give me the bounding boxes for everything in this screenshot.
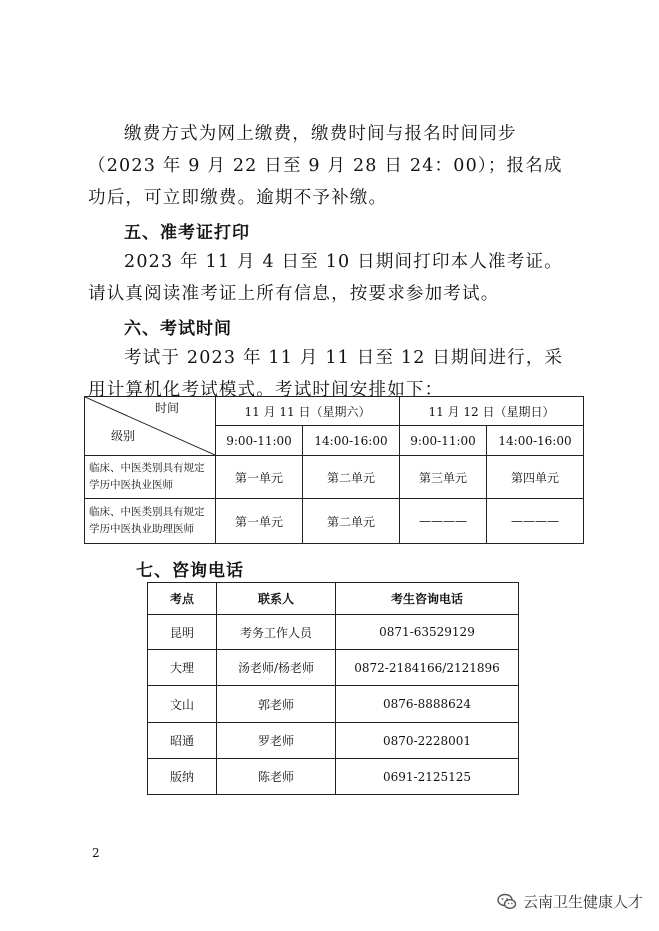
schedule-cell: ———— <box>487 499 584 544</box>
contact-header-site: 考点 <box>148 583 217 615</box>
schedule-slot-header: 9:00-11:00 <box>399 426 486 456</box>
schedule-slot-header: 9:00-11:00 <box>216 426 303 456</box>
contact-row <box>148 723 519 759</box>
contact-person: 考务工作人员 <box>217 615 336 650</box>
schedule-slot-header: 14:00-16:00 <box>487 426 584 456</box>
diagonal-line <box>85 397 215 455</box>
schedule-cell: 第三单元 <box>399 456 486 499</box>
contact-person: 罗老师 <box>217 723 336 759</box>
schedule-cell: ———— <box>399 499 486 544</box>
schedule-row <box>85 456 584 499</box>
schedule-row-label: 临床、中医类别具有规定学历中医执业医师 <box>85 456 216 499</box>
schedule-corner-cell <box>85 397 216 456</box>
exam-time-paragraph: 考试于 2023 年 11 月 11 日至 12 日期间进行，采用计算机化考试模式。考试时间安排如下： <box>88 348 564 400</box>
section-heading-consult-phone: 七、咨询电话 <box>136 561 244 581</box>
contact-row <box>148 686 519 723</box>
contact-site: 昭通 <box>148 723 217 759</box>
page-number: 2 <box>92 846 100 860</box>
contact-site: 文山 <box>148 686 217 723</box>
contact-phone: 0691-2125125 <box>336 759 519 795</box>
corner-label-time: 时间 <box>155 401 180 415</box>
section-heading-admission-ticket: 五、准考证打印 <box>124 223 250 243</box>
contact-row <box>148 650 519 686</box>
schedule-day2-header: 11 月 12 日（星期日） <box>399 397 583 426</box>
contact-phone: 0871-63529129 <box>336 615 519 650</box>
admission-ticket-paragraph: 2023 年 11 月 4 日至 10 日期间打印本人准考证。请认真阅读准考证上所有信息，按要求参加考试。 <box>88 252 563 304</box>
contact-person: 陈老师 <box>217 759 336 795</box>
contact-site: 大理 <box>148 650 217 686</box>
contact-phone: 0876-8888624 <box>336 686 519 723</box>
payment-paragraph: 缴费方式为网上缴费，缴费时间与报名时间同步（2023 年 9 月 22 日至 9 月 28 日 24：00）；报名成功后，可立即缴费。逾期不予补缴。 <box>88 124 563 208</box>
contact-phone: 0872-2184166/2121896 <box>336 650 519 686</box>
contact-header-person: 联系人 <box>217 583 336 615</box>
contact-row <box>148 615 519 650</box>
schedule-cell: 第二单元 <box>303 499 400 544</box>
schedule-slot-header: 14:00-16:00 <box>303 426 400 456</box>
contact-person: 郭老师 <box>217 686 336 723</box>
contact-site: 版纳 <box>148 759 217 795</box>
schedule-cell: 第一单元 <box>216 499 303 544</box>
contact-table <box>147 582 519 795</box>
corner-label-level: 级别 <box>111 429 136 443</box>
contact-site: 昆明 <box>148 615 217 650</box>
watermark <box>497 891 643 912</box>
contact-header-phone: 考生咨询电话 <box>336 583 519 615</box>
contact-phone: 0870-2228001 <box>336 723 519 759</box>
watermark-text: 云南卫生健康人才 <box>522 893 643 911</box>
schedule-cell: 第一单元 <box>216 456 303 499</box>
section-heading-exam-time: 六、考试时间 <box>124 319 232 339</box>
contact-row <box>148 759 519 795</box>
schedule-row-label: 临床、中医类别具有规定学历中医执业助理医师 <box>85 499 216 544</box>
schedule-row <box>85 499 584 544</box>
schedule-day1-header: 11 月 11 日（星期六） <box>216 397 400 426</box>
schedule-cell: 第二单元 <box>303 456 400 499</box>
exam-schedule-table <box>84 396 584 544</box>
schedule-cell: 第四单元 <box>487 456 584 499</box>
contact-person: 汤老师/杨老师 <box>217 650 336 686</box>
wechat-icon <box>497 893 517 911</box>
